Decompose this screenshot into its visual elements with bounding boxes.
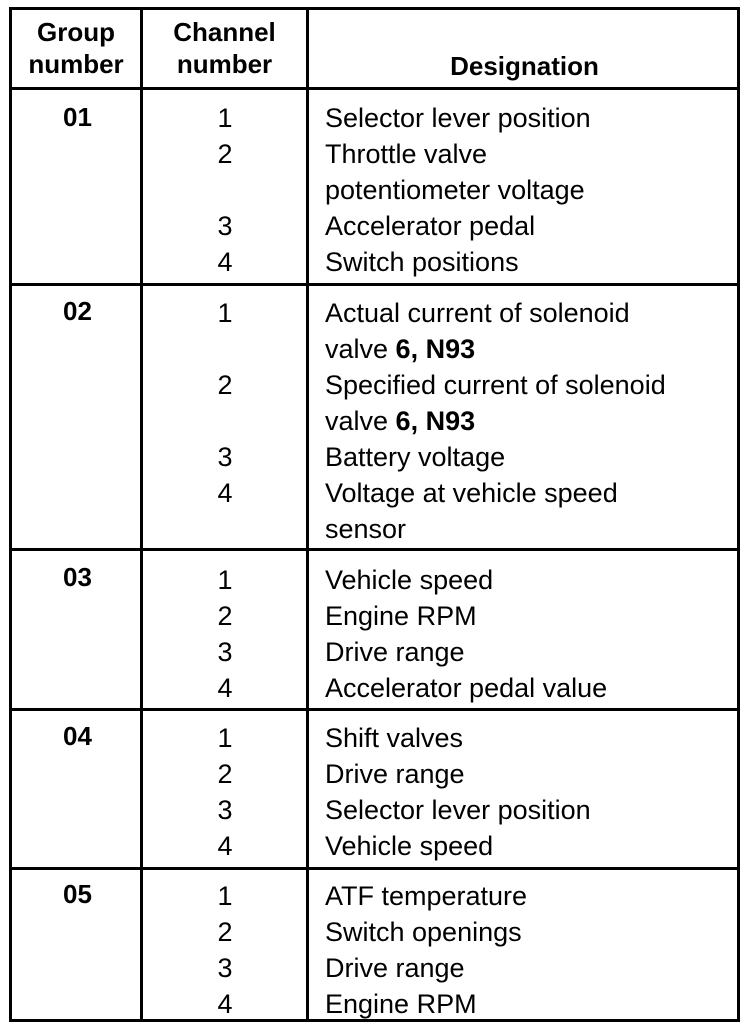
channel-number: 4 (217, 247, 233, 277)
designation-text: Switch openings (325, 917, 522, 947)
channel-number: 1 (217, 565, 233, 595)
channel-number: 1 (217, 103, 233, 133)
channel-number: 4 (217, 478, 233, 508)
designation-text: Specified current of solenoid (325, 370, 666, 400)
designation-text: Engine RPM (325, 601, 477, 631)
group-number: 05 (63, 879, 92, 909)
channel-number: 1 (217, 881, 233, 911)
designation-text: Selector lever position (325, 795, 591, 825)
header-designation: Designation (450, 51, 599, 81)
designation-text: valve 6, N93 (325, 406, 476, 436)
channel-number: 1 (217, 298, 233, 328)
channel-number: 4 (217, 673, 233, 703)
designation-text: Voltage at vehicle speed (325, 478, 618, 508)
designation-text: Accelerator pedal (325, 211, 536, 241)
designation-text: Selector lever position (325, 103, 591, 133)
designation-text: Drive range (325, 953, 465, 983)
channel-number: 1 (217, 723, 233, 753)
channel-number: 3 (217, 637, 233, 667)
row-divider (12, 708, 737, 711)
designation-text: valve 6, N93 (325, 334, 476, 364)
channel-number: 2 (217, 759, 233, 789)
channel-number: 3 (217, 795, 233, 825)
designation-text: Accelerator pedal value (325, 673, 608, 703)
designation-text: Drive range (325, 759, 465, 789)
channel-number: 2 (217, 917, 233, 947)
group-number: 04 (63, 721, 92, 751)
designation-text: Vehicle speed (325, 565, 494, 595)
channel-number: 3 (217, 442, 233, 472)
group-number: 02 (63, 296, 92, 326)
designation-text: Drive range (325, 637, 465, 667)
channel-number: 3 (217, 953, 233, 983)
designation-text: Throttle valve (325, 139, 488, 169)
channel-number: 4 (217, 989, 233, 1019)
header-group-number: Group number (28, 17, 124, 79)
designation-text: ATF temperature (325, 881, 528, 911)
channel-number: 3 (217, 211, 233, 241)
designation-text: Switch positions (325, 247, 519, 277)
header-channel-number: Channel number (173, 17, 276, 79)
designation-text: Shift valves (325, 723, 464, 753)
header-divider (12, 87, 737, 90)
channel-number: 2 (217, 370, 233, 400)
designation-text: potentiometer voltage (325, 175, 585, 205)
designation-text: sensor (325, 514, 407, 544)
channel-number: 2 (217, 601, 233, 631)
designation-text: Actual current of solenoid (325, 298, 630, 328)
designation-text: Engine RPM (325, 989, 477, 1019)
group-number: 03 (63, 562, 92, 592)
channel-table (9, 7, 740, 1022)
group-number: 01 (63, 102, 92, 132)
channel-number: 4 (217, 831, 233, 861)
designation-text: Vehicle speed (325, 831, 494, 861)
row-divider (12, 867, 737, 870)
row-divider (12, 548, 737, 551)
channel-number: 2 (217, 139, 233, 169)
row-divider (12, 283, 737, 286)
designation-text: Battery voltage (325, 442, 506, 472)
